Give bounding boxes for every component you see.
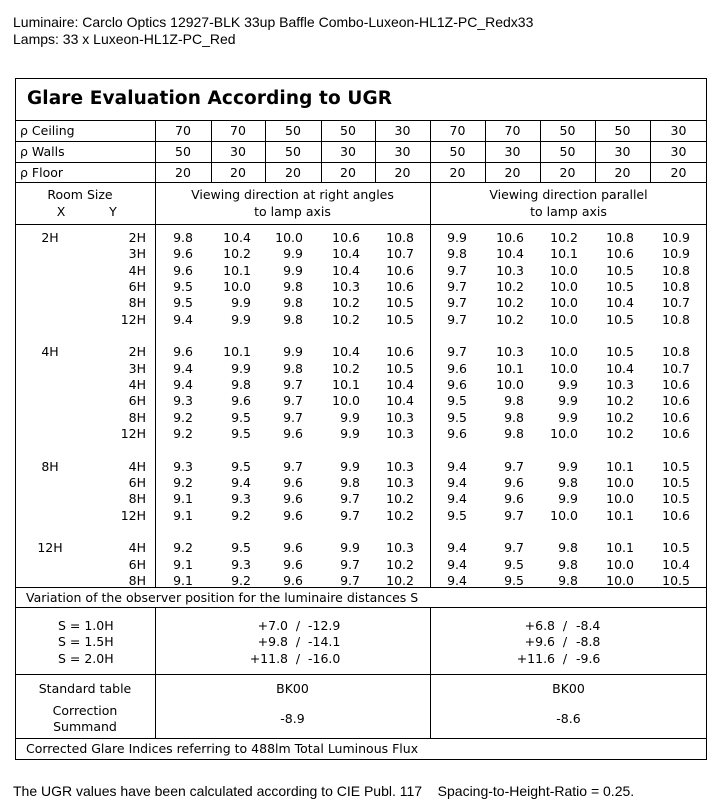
correction-parallel: -8.6 xyxy=(556,711,581,726)
ugr-value: 9.9 xyxy=(283,262,303,278)
ugr-value: 10.7 xyxy=(662,295,690,311)
ugr-value: 10.4 xyxy=(332,344,360,360)
ugr-value: 10.3 xyxy=(386,409,414,425)
ugr-value: 10.6 xyxy=(386,262,414,278)
ugr-value: 10.6 xyxy=(606,246,634,262)
ugr-value: 9.2 xyxy=(231,507,251,523)
ugr-value: 10.0 xyxy=(223,278,251,294)
ugr-value: 9.7 xyxy=(283,376,303,392)
room-x: 12H xyxy=(37,540,63,556)
ugr-value: 9.9 xyxy=(231,311,251,327)
ugr-value: 9.9 xyxy=(231,295,251,311)
ugr-value: 9.8 xyxy=(173,230,193,245)
ugr-value: 9.7 xyxy=(504,507,524,523)
ugr-value: 10.4 xyxy=(606,360,634,376)
ugr-value: 10.2 xyxy=(386,572,414,588)
ugr-value: 9.6 xyxy=(504,474,524,490)
ugr-value: 10.2 xyxy=(223,246,251,262)
ugr-value: 10.4 xyxy=(662,556,690,572)
ugr-value: 10.2 xyxy=(550,230,578,245)
ugr-value: 9.3 xyxy=(173,393,193,409)
ugr-value: 9.7 xyxy=(447,262,467,278)
ugr-value: 10.1 xyxy=(223,262,251,278)
ugr-value: 9.4 xyxy=(447,540,467,556)
dir-parallel-line2: to lamp axis xyxy=(530,204,607,219)
room-y: 4H xyxy=(128,376,146,392)
ugr-value: 10.4 xyxy=(223,230,251,245)
ugr-value: 10.4 xyxy=(386,393,414,409)
ugr-value: 10.0 xyxy=(496,376,524,392)
room-y: 8H xyxy=(128,572,146,588)
ugr-value: 10.3 xyxy=(496,344,524,360)
dir-parallel-line1: Viewing direction parallel xyxy=(489,187,648,202)
rule-reflectance xyxy=(15,182,707,183)
ugr-value: 9.2 xyxy=(231,572,251,588)
ugr-value: 10.5 xyxy=(662,572,690,588)
reflectance-label: ρ Walls xyxy=(20,144,65,159)
standard-right: BK00 xyxy=(276,681,309,696)
ugr-value: 10.5 xyxy=(606,311,634,327)
room-y: 2H xyxy=(128,230,146,245)
ugr-value: 10.6 xyxy=(662,409,690,425)
ugr-value: 9.1 xyxy=(173,507,193,523)
ugr-value: 10.5 xyxy=(606,344,634,360)
ugr-value: 10.6 xyxy=(332,230,360,245)
rule-under-variation-label xyxy=(15,607,707,608)
ugr-value: 9.8 xyxy=(283,278,303,294)
ugr-value: 9.8 xyxy=(504,409,524,425)
ugr-value: 9.4 xyxy=(173,360,193,376)
variation-slash: / xyxy=(562,634,568,649)
variation-right-plus: +9.8 xyxy=(257,634,288,649)
dir-right-angles-line1: Viewing direction at right angles xyxy=(191,187,394,202)
room-y: 12H xyxy=(120,311,146,327)
ugr-value: 9.9 xyxy=(340,458,360,474)
correction-right: -8.9 xyxy=(280,711,305,726)
ugr-value: 9.4 xyxy=(447,572,467,588)
ugr-value: 9.7 xyxy=(504,458,524,474)
reflectance-label: ρ Floor xyxy=(20,165,64,180)
ugr-value: 10.5 xyxy=(386,311,414,327)
ugr-value: 9.6 xyxy=(283,507,303,523)
ugr-value: 9.6 xyxy=(283,425,303,441)
room-y: 4H xyxy=(128,458,146,474)
ugr-value: 9.7 xyxy=(283,409,303,425)
ugr-value: 10.9 xyxy=(662,230,690,245)
ugr-value: 9.6 xyxy=(504,491,524,507)
ugr-value: 9.6 xyxy=(173,262,193,278)
variation-right-plus: +11.8 xyxy=(249,651,288,666)
variation-label: Variation of the observer position for the luminaire distances S xyxy=(26,590,419,605)
reflectance-value: 30 xyxy=(670,144,687,159)
ugr-value: 10.5 xyxy=(662,540,690,556)
ugr-value: 9.5 xyxy=(231,458,251,474)
reflectance-value: 50 xyxy=(559,144,576,159)
ugr-value: 10.5 xyxy=(606,278,634,294)
ugr-value: 10.5 xyxy=(606,262,634,278)
ugr-value: 10.3 xyxy=(606,376,634,392)
ugr-value: 9.6 xyxy=(283,491,303,507)
reflectance-value: 20 xyxy=(559,165,576,180)
ugr-value: 10.7 xyxy=(662,360,690,376)
ugr-value: 9.4 xyxy=(231,474,251,490)
ugr-value: 9.5 xyxy=(504,572,524,588)
correction-label: Correction xyxy=(52,703,118,718)
y-label: Y xyxy=(109,204,117,219)
rule-reflectance xyxy=(15,162,707,163)
ugr-value: 10.1 xyxy=(332,376,360,392)
room-x: 4H xyxy=(41,344,59,360)
ugr-value: 10.6 xyxy=(662,376,690,392)
ugr-value: 9.9 xyxy=(283,246,303,262)
ugr-value: 9.6 xyxy=(283,474,303,490)
variation-parallel-minus: -8.4 xyxy=(576,618,601,633)
ugr-value: 9.4 xyxy=(447,474,467,490)
ugr-value: 10.5 xyxy=(386,360,414,376)
ugr-value: 9.2 xyxy=(173,540,193,556)
ugr-value: 9.8 xyxy=(340,474,360,490)
ugr-value: 9.4 xyxy=(447,458,467,474)
standard-parallel: BK00 xyxy=(552,681,585,696)
ugr-value: 10.2 xyxy=(606,409,634,425)
ugr-value: 9.7 xyxy=(447,278,467,294)
x-label: X xyxy=(56,204,66,219)
standard-table-label: Standard table xyxy=(38,681,132,696)
room-y: 3H xyxy=(128,246,146,262)
ugr-value: 10.2 xyxy=(386,507,414,523)
reflectance-value: 30 xyxy=(614,144,631,159)
room-y: 2H xyxy=(128,344,146,360)
ugr-value: 10.6 xyxy=(662,425,690,441)
ugr-value: 9.2 xyxy=(173,425,193,441)
ugr-value: 9.5 xyxy=(231,540,251,556)
ugr-value: 9.9 xyxy=(558,393,578,409)
luminaire-line: Luminaire: Carclo Optics 12927-BLK 33up Baffle Combo-Luxeon-HL1Z-PC_Redx33 xyxy=(13,14,534,30)
reflectance-value: 20 xyxy=(340,165,356,180)
ugr-value: 9.7 xyxy=(340,556,360,572)
reflectance-value: 50 xyxy=(285,123,301,138)
table-title: Glare Evaluation According to UGR xyxy=(27,88,393,109)
reflectance-value: 50 xyxy=(559,123,576,138)
ugr-value: 10.0 xyxy=(550,425,578,441)
ugr-value: 10.2 xyxy=(496,278,524,294)
ugr-value: 9.5 xyxy=(231,425,251,441)
ugr-value: 9.7 xyxy=(340,491,360,507)
ugr-value: 10.0 xyxy=(332,393,360,409)
ugr-value: 10.2 xyxy=(606,393,634,409)
room-y: 8H xyxy=(128,409,146,425)
ugr-value: 10.0 xyxy=(550,507,578,523)
ugr-value: 10.0 xyxy=(550,344,578,360)
variation-parallel-plus: +11.6 xyxy=(516,651,555,666)
ugr-value: 9.6 xyxy=(231,393,251,409)
ugr-value: 9.4 xyxy=(447,556,467,572)
ugr-value: 9.8 xyxy=(447,246,467,262)
calc-note: The UGR values have been calculated according to CIE Publ. 117 xyxy=(13,783,423,799)
ugr-value: 9.1 xyxy=(173,572,193,588)
ugr-value: 10.5 xyxy=(662,474,690,490)
room-x: 2H xyxy=(41,230,59,245)
distance-s: S = 1.5H xyxy=(58,634,114,649)
ugr-value: 9.7 xyxy=(340,572,360,588)
ugr-value: 10.0 xyxy=(550,295,578,311)
ugr-value: 9.7 xyxy=(340,507,360,523)
reflectance-value: 50 xyxy=(175,144,191,159)
ugr-value: 10.0 xyxy=(550,311,578,327)
ugr-value: 9.8 xyxy=(558,572,578,588)
ugr-value: 9.8 xyxy=(283,311,303,327)
ugr-value: 10.8 xyxy=(606,230,634,245)
ugr-value: 10.8 xyxy=(662,278,690,294)
reflectance-value: 20 xyxy=(504,165,521,180)
ugr-value: 10.1 xyxy=(550,246,578,262)
room-y: 8H xyxy=(128,295,146,311)
ugr-value: 9.6 xyxy=(283,556,303,572)
reflectance-value: 20 xyxy=(614,165,631,180)
ugr-value: 10.2 xyxy=(332,360,360,376)
distance-s: S = 2.0H xyxy=(58,651,114,666)
variation-right-plus: +7.0 xyxy=(257,618,288,633)
ugr-value: 10.2 xyxy=(496,295,524,311)
variation-slash: / xyxy=(562,618,568,633)
ugr-value: 9.8 xyxy=(283,360,303,376)
ugr-value: 9.6 xyxy=(173,246,193,262)
ugr-value: 9.7 xyxy=(447,295,467,311)
dir-right-angles-line2: to lamp axis xyxy=(254,204,331,219)
ugr-value: 10.6 xyxy=(496,230,524,245)
ugr-value: 10.4 xyxy=(606,295,634,311)
ugr-value: 10.0 xyxy=(606,491,634,507)
ugr-value: 9.8 xyxy=(504,393,524,409)
reflectance-value: 70 xyxy=(504,123,521,138)
ugr-value: 9.4 xyxy=(173,311,193,327)
ugr-value: 9.5 xyxy=(504,556,524,572)
reflectance-value: 30 xyxy=(394,144,411,159)
ugr-value: 9.9 xyxy=(558,409,578,425)
ugr-value: 10.3 xyxy=(386,425,414,441)
room-x: 8H xyxy=(41,458,59,474)
variation-parallel-minus: -9.6 xyxy=(576,651,601,666)
ugr-value: 9.9 xyxy=(558,458,578,474)
ugr-value: 10.1 xyxy=(606,507,634,523)
ugr-value: 9.6 xyxy=(447,425,467,441)
ugr-value: 9.2 xyxy=(173,474,193,490)
ugr-value: 10.6 xyxy=(662,393,690,409)
ugr-value: 9.6 xyxy=(447,376,467,392)
variation-parallel-minus: -8.8 xyxy=(576,634,601,649)
ugr-value: 9.6 xyxy=(283,540,303,556)
ugr-value: 10.8 xyxy=(662,311,690,327)
reflectance-value: 20 xyxy=(230,165,246,180)
ugr-value: 9.9 xyxy=(447,230,467,245)
reflectance-value: 20 xyxy=(394,165,411,180)
ugr-value: 9.7 xyxy=(504,540,524,556)
ugr-value: 9.9 xyxy=(340,409,360,425)
ugr-value: 9.1 xyxy=(173,556,193,572)
rule-under-correction xyxy=(15,738,707,739)
reflectance-value: 20 xyxy=(285,165,301,180)
room-y: 8H xyxy=(128,491,146,507)
ugr-value: 10.0 xyxy=(275,230,303,245)
correction-label: Summand xyxy=(53,719,117,734)
variation-right-minus: -16.0 xyxy=(308,651,341,666)
ugr-value: 9.4 xyxy=(447,491,467,507)
reflectance-value: 50 xyxy=(340,123,356,138)
room-y: 4H xyxy=(128,540,146,556)
room-y: 4H xyxy=(128,262,146,278)
ugr-value: 9.6 xyxy=(283,572,303,588)
ugr-value: 10.2 xyxy=(606,425,634,441)
room-y: 6H xyxy=(128,474,146,490)
ugr-value: 9.3 xyxy=(231,556,251,572)
ugr-value: 9.8 xyxy=(283,295,303,311)
ugr-value: 9.1 xyxy=(173,491,193,507)
footer xyxy=(13,783,634,800)
ugr-value: 9.4 xyxy=(173,376,193,392)
room-y: 3H xyxy=(128,360,146,376)
ugr-value: 9.8 xyxy=(504,425,524,441)
ugr-value: 10.6 xyxy=(386,278,414,294)
room-y: 6H xyxy=(128,278,146,294)
reflectance-value: 70 xyxy=(175,123,191,138)
ugr-value: 10.0 xyxy=(606,572,634,588)
reflectance-value: 20 xyxy=(449,165,466,180)
ugr-value: 10.0 xyxy=(550,262,578,278)
ugr-value: 10.3 xyxy=(332,278,360,294)
ugr-value: 10.6 xyxy=(662,507,690,523)
ugr-value: 9.3 xyxy=(173,458,193,474)
ugr-value: 10.1 xyxy=(606,458,634,474)
room-y: 6H xyxy=(128,393,146,409)
ugr-value: 10.6 xyxy=(386,344,414,360)
reflectance-value: 50 xyxy=(449,144,466,159)
ugr-value: 9.7 xyxy=(283,458,303,474)
ugr-value: 9.8 xyxy=(231,376,251,392)
variation-parallel-plus: +9.6 xyxy=(524,634,555,649)
reflectance-value: 30 xyxy=(230,144,246,159)
reflectance-label: ρ Ceiling xyxy=(20,123,75,138)
reflectance-value: 50 xyxy=(614,123,631,138)
ugr-value: 10.2 xyxy=(332,311,360,327)
variation-parallel-plus: +6.8 xyxy=(524,618,555,633)
ugr-value: 10.4 xyxy=(386,376,414,392)
room-size-label: Room Size xyxy=(47,187,113,202)
ugr-value: 9.9 xyxy=(231,360,251,376)
ugr-value: 10.0 xyxy=(550,360,578,376)
rule-under-variations xyxy=(15,674,707,675)
ugr-value: 10.1 xyxy=(496,360,524,376)
reflectance-value: 30 xyxy=(394,123,411,138)
ugr-value: 10.4 xyxy=(332,262,360,278)
reflectance-value: 20 xyxy=(175,165,191,180)
ugr-value: 9.5 xyxy=(447,409,467,425)
ugr-value: 9.9 xyxy=(340,425,360,441)
variation-slash: / xyxy=(295,634,301,649)
ugr-value: 9.2 xyxy=(173,409,193,425)
ugr-value: 9.3 xyxy=(231,491,251,507)
ugr-value: 10.5 xyxy=(386,295,414,311)
ugr-value: 10.7 xyxy=(386,246,414,262)
ugr-value: 10.5 xyxy=(662,491,690,507)
ugr-value: 10.8 xyxy=(662,344,690,360)
header xyxy=(13,14,533,48)
reflectance-value: 20 xyxy=(670,165,687,180)
reflectance-value: 30 xyxy=(340,144,356,159)
ugr-value: 10.3 xyxy=(386,540,414,556)
ugr-value: 10.2 xyxy=(386,491,414,507)
distance-s: S = 1.0H xyxy=(58,618,114,633)
variation-right-minus: -12.9 xyxy=(308,618,341,633)
ugr-value: 9.9 xyxy=(340,540,360,556)
ugr-value: 10.5 xyxy=(662,458,690,474)
room-y: 12H xyxy=(120,425,146,441)
ugr-value: 10.8 xyxy=(386,230,414,245)
ugr-value: 10.3 xyxy=(386,474,414,490)
ugr-value: 9.9 xyxy=(558,376,578,392)
rule-reflectance xyxy=(15,141,707,142)
reflectance-value: 50 xyxy=(285,144,301,159)
rule-under-title xyxy=(15,120,707,121)
ugr-value: 9.7 xyxy=(283,393,303,409)
ugr-value: 9.6 xyxy=(173,344,193,360)
ugr-value: 9.5 xyxy=(231,409,251,425)
ugr-value: 9.6 xyxy=(447,360,467,376)
rule-under-head xyxy=(15,224,707,225)
ugr-value: 9.8 xyxy=(558,540,578,556)
ugr-value: 10.0 xyxy=(550,278,578,294)
ugr-value: 10.9 xyxy=(662,246,690,262)
ugr-value: 9.8 xyxy=(558,556,578,572)
ugr-value: 10.0 xyxy=(606,556,634,572)
ugr-value: 9.5 xyxy=(173,295,193,311)
room-y: 12H xyxy=(120,507,146,523)
ugr-value: 9.9 xyxy=(558,491,578,507)
ugr-value: 9.5 xyxy=(447,393,467,409)
ugr-value: 9.5 xyxy=(447,507,467,523)
ugr-value: 10.0 xyxy=(606,474,634,490)
reflectance-value: 30 xyxy=(670,123,687,138)
ugr-value: 9.7 xyxy=(447,311,467,327)
ugr-value: 10.4 xyxy=(332,246,360,262)
ugr-value: 10.2 xyxy=(332,295,360,311)
ugr-value: 10.4 xyxy=(496,246,524,262)
ugr-value: 9.7 xyxy=(447,344,467,360)
ugr-value: 10.1 xyxy=(223,344,251,360)
ugr-value: 10.3 xyxy=(386,458,414,474)
ugr-value: 9.8 xyxy=(558,474,578,490)
lamps-line: Lamps: 33 x Luxeon-HL1Z-PC_Red xyxy=(13,31,236,47)
ugr-value: 10.1 xyxy=(606,540,634,556)
ugr-value: 9.5 xyxy=(173,278,193,294)
variation-slash: / xyxy=(295,651,301,666)
variation-slash: / xyxy=(562,651,568,666)
ugr-value: 9.9 xyxy=(283,344,303,360)
variation-slash: / xyxy=(295,618,301,633)
ugr-value: 10.2 xyxy=(386,556,414,572)
ugr-value: 10.2 xyxy=(496,311,524,327)
spacing-note: Spacing-to-Height-Ratio = 0.25. xyxy=(437,783,635,799)
reflectance-value: 70 xyxy=(230,123,246,138)
variation-right-minus: -14.1 xyxy=(308,634,341,649)
ugr-value: 10.8 xyxy=(662,262,690,278)
reflectance-value: 70 xyxy=(449,123,466,138)
reflectance-value: 30 xyxy=(504,144,521,159)
luminous-flux-note: Corrected Glare Indices referring to 488lm Total Luminous Flux xyxy=(26,741,419,756)
ugr-value: 10.3 xyxy=(496,262,524,278)
room-y: 6H xyxy=(128,556,146,572)
